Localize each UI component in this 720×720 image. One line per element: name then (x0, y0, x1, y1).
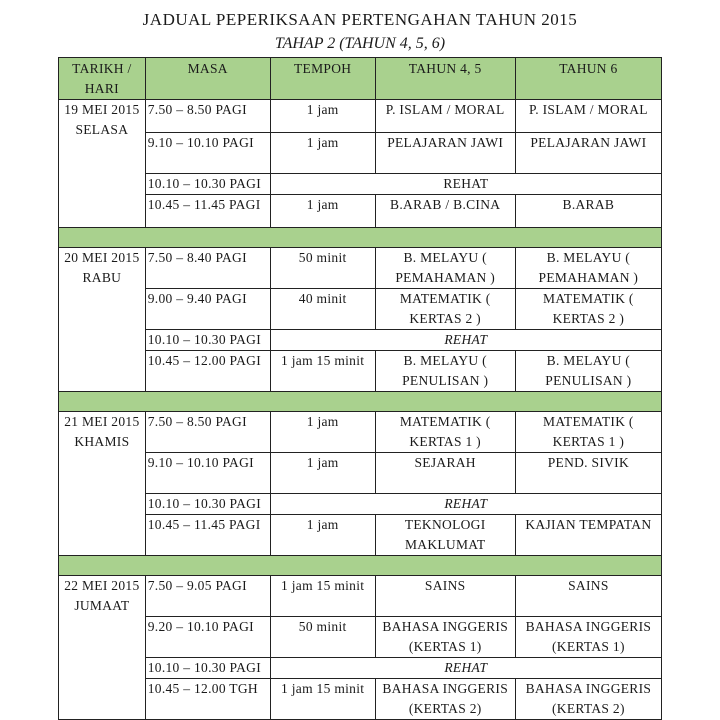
time-cell: 10.10 – 10.30 PAGI (145, 494, 270, 515)
header-year-4-5: TAHUN 4, 5 (375, 58, 515, 100)
subject-year-6-cell: SAINS (515, 576, 661, 617)
date-cell (59, 100, 146, 228)
table-row (59, 174, 662, 195)
subject-year-6-cell (515, 351, 661, 392)
duration-cell: 1 jam 15 minit (270, 679, 375, 720)
subject-year-6-cell: PELAJARAN JAWI (515, 133, 661, 174)
subject-year-6-line: BAHASA INGGERIS (525, 619, 652, 634)
time-cell: 9.10 – 10.10 PAGI (145, 133, 270, 174)
table-row (59, 195, 662, 228)
document-subtitle: TAHAP 2 (TAHUN 4, 5, 6) (274, 35, 446, 52)
day-separator-row (59, 392, 662, 412)
document-title: JADUAL PEPERIKSAAN PERTENGAHAN TAHUN 2015 (142, 10, 578, 29)
subject-year-4-5-cell (375, 617, 515, 658)
subject-year-4-5-line: MAKLUMAT (404, 537, 486, 552)
header-date (59, 58, 146, 100)
table-row (59, 100, 662, 133)
subject-year-4-5-cell (375, 515, 515, 556)
subject-year-6-line: KERTAS 2 ) (552, 311, 625, 326)
subject-year-6-cell (515, 248, 661, 289)
subject-year-6-line: MATEMATIK ( (543, 291, 634, 306)
day-separator-row (59, 556, 662, 576)
subject-year-6-line: (KERTAS 2) (552, 701, 625, 716)
subject-year-6-line: (KERTAS 1) (552, 639, 625, 654)
subject-year-4-5-cell (375, 289, 515, 330)
duration-cell: 40 minit (270, 289, 375, 330)
rest-cell: REHAT (270, 330, 661, 351)
subject-year-4-5-line: KERTAS 1 ) (409, 434, 481, 449)
duration-cell: 1 jam (270, 133, 375, 174)
time-cell: 10.10 – 10.30 PAGI (145, 658, 270, 679)
subject-year-4-5-cell: PELAJARAN JAWI (375, 133, 515, 174)
header-date-line-1: TARIKH / (72, 61, 132, 76)
rest-cell: REHAT (270, 174, 661, 195)
table-row (59, 515, 662, 556)
header-duration: TEMPOH (270, 58, 375, 100)
rest-cell: REHAT (270, 658, 661, 679)
date-cell (59, 248, 146, 392)
table-row (59, 576, 662, 617)
duration-cell: 50 minit (270, 617, 375, 658)
table-row (59, 617, 662, 658)
subject-year-4-5-cell (375, 351, 515, 392)
time-cell: 7.50 – 8.40 PAGI (145, 248, 270, 289)
time-cell: 7.50 – 8.50 PAGI (145, 100, 270, 133)
table-row (59, 453, 662, 494)
exam-day: JUMAAT (74, 598, 130, 613)
table-row (59, 679, 662, 720)
subject-year-4-5-line: PENULISAN ) (402, 373, 489, 388)
time-cell: 10.45 – 12.00 PAGI (145, 351, 270, 392)
subject-year-6-line: B. MELAYU ( (546, 353, 631, 368)
subject-year-4-5-line: KERTAS 2 ) (409, 311, 481, 326)
duration-cell: 1 jam 15 minit (270, 351, 375, 392)
table-row (59, 289, 662, 330)
time-cell: 10.10 – 10.30 PAGI (145, 174, 270, 195)
day-separator (59, 556, 662, 576)
header-date-line-2: HARI (84, 81, 119, 96)
rest-cell: REHAT (270, 494, 661, 515)
subject-year-4-5-line: BAHASA INGGERIS (382, 681, 508, 696)
subject-year-6-cell (515, 289, 661, 330)
day-separator-row (59, 228, 662, 248)
time-cell: 10.45 – 11.45 PAGI (145, 515, 270, 556)
exam-day: RABU (82, 270, 122, 285)
subject-year-4-5-line: B. MELAYU ( (403, 353, 487, 368)
duration-cell: 1 jam (270, 100, 375, 133)
day-separator (59, 228, 662, 248)
subject-year-4-5-line: (KERTAS 2) (408, 701, 482, 716)
subject-year-6-line: PEMAHAMAN ) (538, 270, 639, 285)
exam-day: KHAMIS (74, 434, 130, 449)
table-row (59, 248, 662, 289)
subject-year-6-line: MATEMATIK ( (543, 414, 634, 429)
subject-year-6-cell (515, 617, 661, 658)
header-row (59, 58, 662, 100)
subject-year-6-cell: PEND. SIVIK (515, 453, 661, 494)
subject-year-4-5-cell: B.ARAB / B.CINA (375, 195, 515, 228)
table-row (59, 330, 662, 351)
subject-year-6-cell: B.ARAB (515, 195, 661, 228)
subject-year-4-5-line: TEKNOLOGI (404, 517, 486, 532)
duration-cell: 50 minit (270, 248, 375, 289)
subject-year-6-line: B. MELAYU ( (546, 250, 631, 265)
table-row (59, 658, 662, 679)
subject-year-4-5-cell (375, 248, 515, 289)
subject-year-4-5-line: PEMAHAMAN ) (395, 270, 496, 285)
subject-year-6-cell: KAJIAN TEMPATAN (515, 515, 661, 556)
duration-cell: 1 jam (270, 515, 375, 556)
subject-year-4-5-line: (KERTAS 1) (408, 639, 482, 654)
subject-year-4-5-line: MATEMATIK ( (399, 414, 491, 429)
date-cell (59, 576, 146, 720)
time-cell: 10.45 – 12.00 TGH (145, 679, 270, 720)
subject-year-4-5-cell (375, 412, 515, 453)
time-cell: 9.00 – 9.40 PAGI (145, 289, 270, 330)
exam-date: 22 MEI 2015 (64, 578, 140, 593)
subject-year-4-5-line: B. MELAYU ( (403, 250, 487, 265)
duration-cell: 1 jam (270, 412, 375, 453)
day-separator (59, 392, 662, 412)
exam-date: 19 MEI 2015 (64, 102, 140, 117)
time-cell: 7.50 – 8.50 PAGI (145, 412, 270, 453)
subject-year-6-cell: P. ISLAM / MORAL (515, 100, 661, 133)
time-cell: 9.20 – 10.10 PAGI (145, 617, 270, 658)
time-cell: 10.45 – 11.45 PAGI (145, 195, 270, 228)
time-cell: 10.10 – 10.30 PAGI (145, 330, 270, 351)
subject-year-6-cell (515, 412, 661, 453)
exam-schedule-table (58, 57, 662, 720)
subject-year-4-5-cell: SEJARAH (375, 453, 515, 494)
subject-year-6-line: KERTAS 1 ) (552, 434, 625, 449)
table-row (59, 133, 662, 174)
subject-year-6-line: PENULISAN ) (545, 373, 632, 388)
header-time: MASA (145, 58, 270, 100)
subject-year-4-5-cell (375, 679, 515, 720)
subject-year-4-5-cell: SAINS (375, 576, 515, 617)
duration-cell: 1 jam 15 minit (270, 576, 375, 617)
table-row (59, 412, 662, 453)
exam-day: SELASA (75, 122, 129, 137)
subject-year-4-5-cell: P. ISLAM / MORAL (375, 100, 515, 133)
subject-year-4-5-line: BAHASA INGGERIS (382, 619, 508, 634)
subject-year-4-5-line: MATEMATIK ( (399, 291, 491, 306)
time-cell: 7.50 – 9.05 PAGI (145, 576, 270, 617)
exam-date: 21 MEI 2015 (64, 414, 140, 429)
exam-date: 20 MEI 2015 (64, 250, 140, 265)
header-year-6: TAHUN 6 (515, 58, 661, 100)
duration-cell: 1 jam (270, 195, 375, 228)
table-row (59, 351, 662, 392)
subject-year-6-cell (515, 679, 661, 720)
date-cell (59, 412, 146, 556)
subject-year-6-line: BAHASA INGGERIS (525, 681, 652, 696)
duration-cell: 1 jam (270, 453, 375, 494)
table-row (59, 494, 662, 515)
time-cell: 9.10 – 10.10 PAGI (145, 453, 270, 494)
